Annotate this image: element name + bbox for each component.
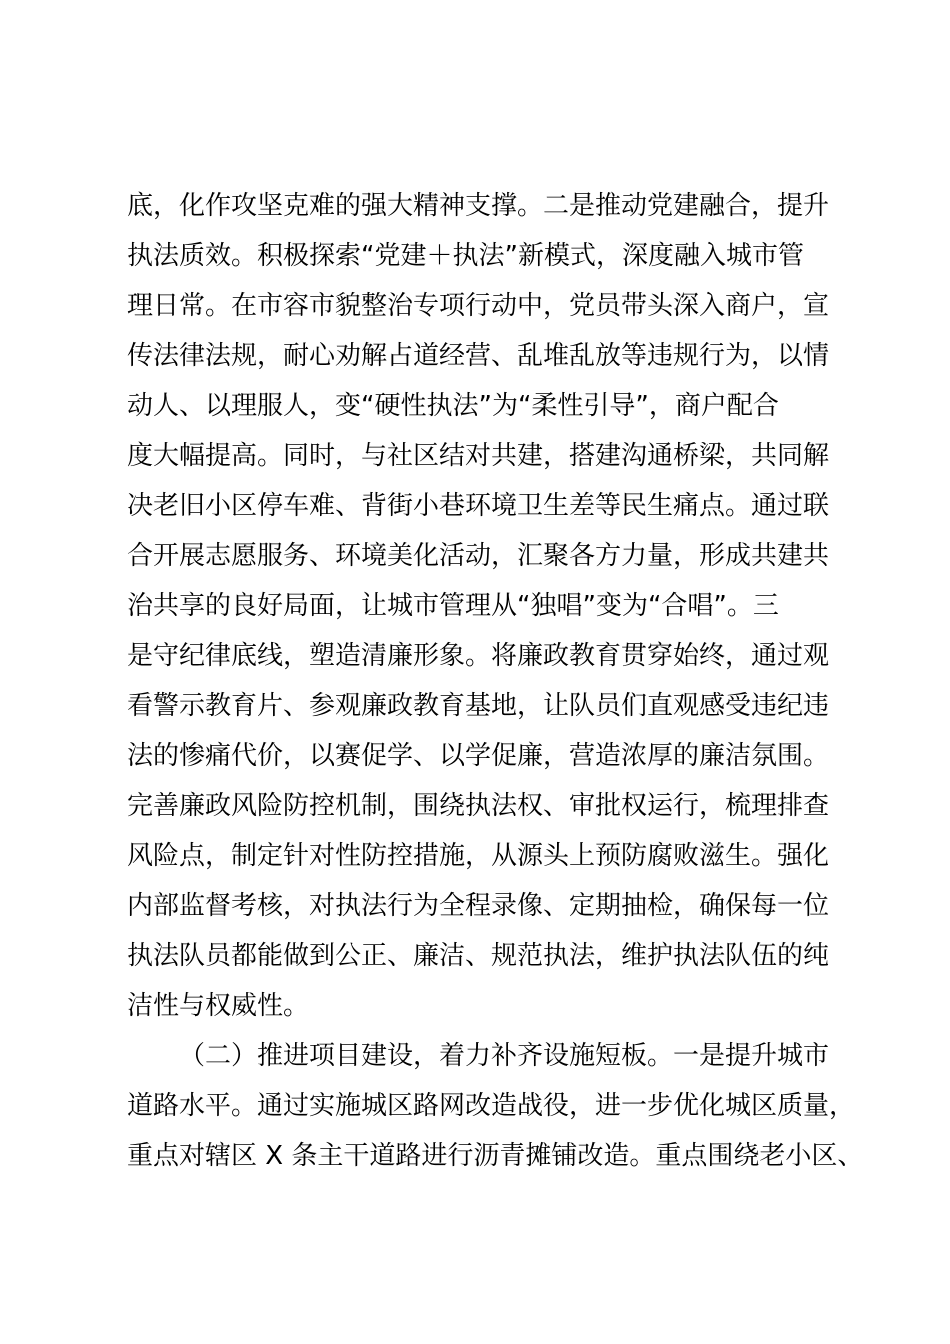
text-line: 重点对辖区 X 条主干道路进行沥青摊铺改造。重点围绕老小区、 [127, 1141, 864, 1171]
text-line: 风险点，制定针对性防控措施，从源头上预防腐败滋生。强化 [127, 841, 830, 871]
text-line: 完善廉政风险防控机制，围绕执法权、审批权运行，梳理排查 [127, 791, 830, 821]
text-line: 执法队员都能做到公正、廉洁、规范执法，维护执法队伍的纯 [127, 941, 830, 971]
text-line: 洁性与权威性。 [127, 991, 310, 1021]
body-text [127, 181, 864, 1181]
section-heading-line: （二）推进项目建设，着力补齐设施短板。一是提升城市 [179, 1041, 830, 1071]
text-line: 理日常。在市容市貌整治专项行动中，党员带头深入商户，宣 [127, 291, 830, 321]
text-line: 内部监督考核，对执法行为全程录像、定期抽检，确保每一位 [127, 891, 830, 921]
text-line: 动人、以理服人，变“硬性执法”为“柔性引导”，商户配合 [127, 391, 779, 421]
text-line: 决老旧小区停车难、背街小巷环境卫生差等民生痛点。通过联 [127, 491, 830, 521]
text-line: 道路水平。通过实施城区路网改造战役，进一步优化城区质量， [127, 1091, 856, 1121]
text-line: 度大幅提高。同时，与社区结对共建，搭建沟通桥梁，共同解 [127, 441, 830, 471]
text-line: 合开展志愿服务、环境美化活动，汇聚各方力量，形成共建共 [127, 541, 830, 571]
text-line: 是守纪律底线，塑造清廉形象。将廉政教育贯穿始终，通过观 [127, 641, 830, 671]
text-line: 传法律法规，耐心劝解占道经营、乱堆乱放等违规行为，以情 [127, 341, 830, 371]
text-line: 治共享的良好局面，让城市管理从“独唱”变为“合唱”。三 [127, 591, 779, 621]
text-line: 执法质效。积极探索“党建＋执法”新模式，深度融入城市管 [127, 241, 804, 271]
text-line: 底，化作攻坚克难的强大精神支撑。二是推动党建融合，提升 [127, 191, 830, 221]
text-line: 看警示教育片、参观廉政教育基地，让队员们直观感受违纪违 [127, 691, 830, 721]
text-line: 法的惨痛代价，以赛促学、以学促廉，营造浓厚的廉洁氛围。 [127, 741, 830, 771]
